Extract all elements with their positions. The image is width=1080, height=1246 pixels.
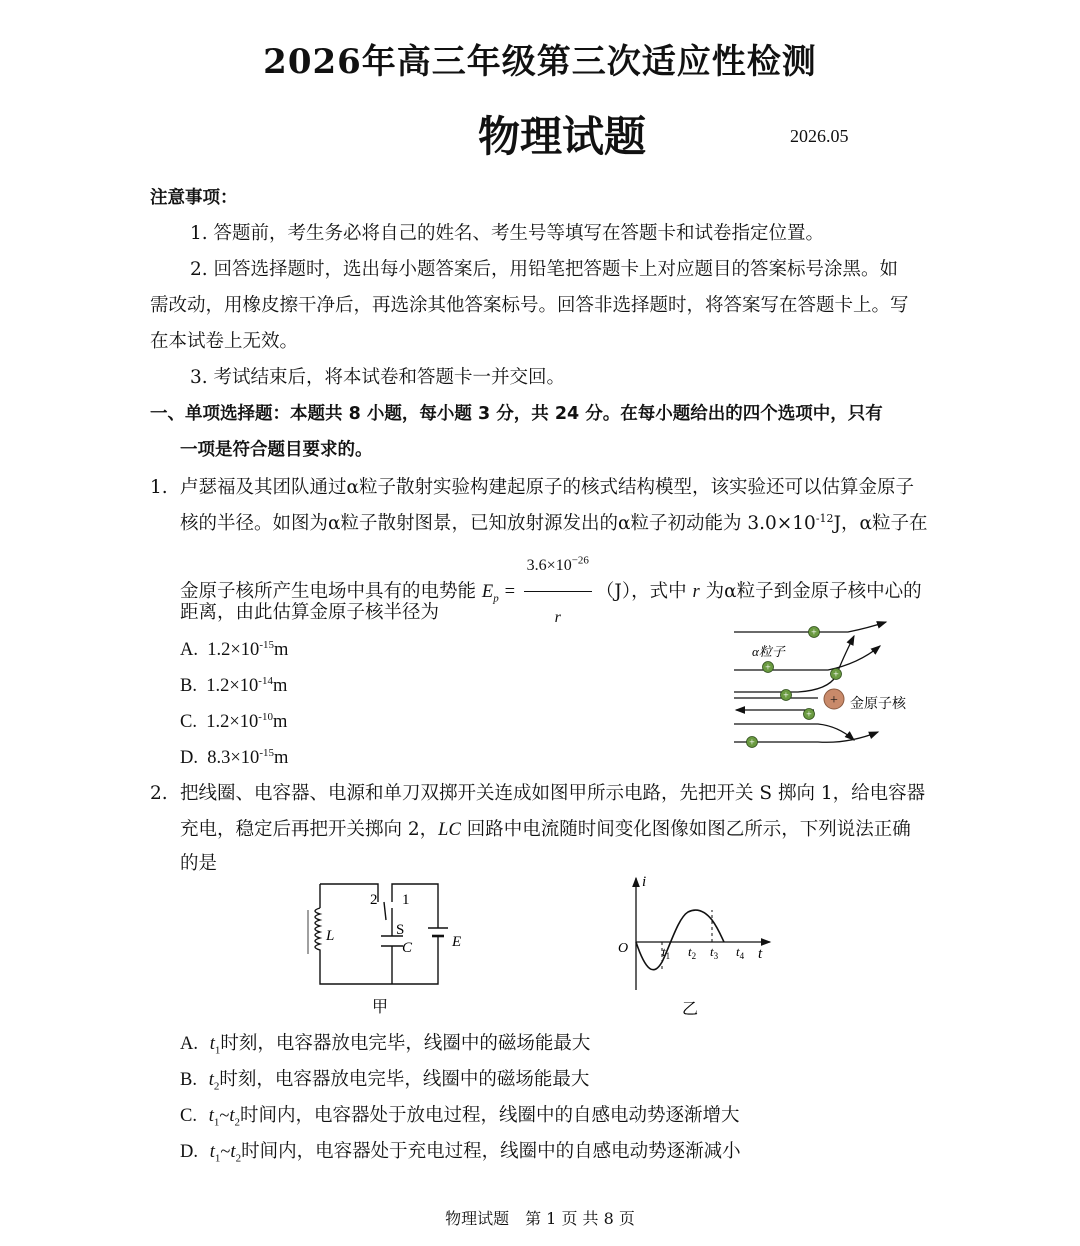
notice-item-2-line-2: 需改动，用橡皮擦干净后，再选涂其他答案标号。回答非选择题时，将答案写在答题卡上。写 (150, 295, 909, 316)
notice-item-1: 1. 答题前，考生务必将自己的姓名、考生号等填写在答题卡和试卷指定位置。 (190, 223, 825, 244)
page-footer: 物理试题 第 1 页 共 8 页 (445, 1209, 635, 1228)
notice-heading: 注意事项： (150, 188, 238, 208)
alpha-particle (831, 669, 842, 681)
q1-line-1: 卢瑟福及其团队通过α粒子散射实验构建起原子的核式结构模型，该实验还可以估算金原子 (180, 477, 914, 498)
nucleus-icon (824, 689, 844, 709)
q1-number: 1. (150, 477, 168, 498)
label-S: S (396, 922, 405, 938)
y-axis-label: i (642, 874, 647, 890)
alpha-scattering-figure (728, 612, 960, 760)
q2-option-d: D. $t_1\sim t_2$时间内，电容器处于充电过程，线圈中的自感电动势逐渐减小 (180, 1141, 741, 1165)
ep-fraction: $\frac{3.6\times 10^{-26}}{r}$ (524, 542, 592, 642)
alpha-particle (781, 690, 792, 702)
svg-text:+: + (830, 693, 838, 708)
notice-item-2-line-3: 在本试卷上无效。 (150, 331, 299, 352)
exam-date: 2026.05 (790, 126, 849, 146)
q1-line-3: 金原子核所产生电场中具有的电势能 $E_p$ = $\frac{3.6\times 10^{-26}}{r}$ （J），式中 r 为α粒子到金原子核中心的 (180, 542, 922, 642)
t3-label: $t_3$ (710, 944, 719, 961)
nucleus-label: 金原子核 (850, 697, 906, 712)
svg-text:+: + (765, 662, 771, 674)
svg-text:2: 2 (370, 892, 378, 908)
svg-text:1: 1 (402, 892, 410, 908)
x-axis-label: t (758, 946, 763, 962)
svg-text:+: + (783, 690, 789, 702)
q2-number: 2. (150, 783, 168, 804)
caption-jia: 甲 (372, 999, 389, 1016)
q1-option-b: B. $1.2\times 10^{-14}m$ (180, 674, 288, 696)
alpha-particle (763, 662, 774, 674)
switch-blade (384, 902, 386, 920)
section1-heading-line-1: 一、单项选择题：本题共 8 小题，每小题 3 分，共 24 分。在每小题给出的四个选项中，只有 (150, 404, 883, 424)
q2-option-c: C. $t_1\sim t_2$时间内，电容器处于放电过程，线圈中的自感电动势逐渐增大 (180, 1105, 740, 1129)
current-time-graph (612, 872, 782, 1022)
lc-circuit-figure (300, 876, 480, 1022)
q2-line-1: 把线圈、电容器、电源和单刀双掷开关连成如图甲所示电路，先把开关 S 掷向 1，给电容器 (180, 783, 926, 804)
t2-label: $t_2$ (688, 944, 697, 961)
t4-label: $t_4$ (736, 944, 745, 961)
alpha-particle (809, 627, 820, 639)
label-C: C (402, 940, 413, 956)
inductor-coil (315, 908, 320, 956)
notice-item-2-line-1: 2. 回答选择题时，选出每小题答案后，用铅笔把答题卡上对应题目的答案标号涂黑。如 (190, 259, 899, 280)
notice-item-3: 3. 考试结束后，将本试卷和答题卡一并交回。 (190, 367, 566, 388)
caption-yi: 乙 (682, 1001, 699, 1018)
svg-text:+: + (811, 627, 817, 639)
q1-option-a: A. $1.2\times 10^{-15}m$ (180, 638, 289, 660)
wire-bottom (320, 946, 438, 984)
svg-text:+: + (749, 737, 755, 749)
q1-option-c: C. $1.2\times 10^{-10}m$ (180, 710, 288, 732)
origin-label: O (618, 941, 629, 956)
alpha-particle (747, 737, 758, 749)
alpha-particle (804, 709, 815, 721)
current-curve (636, 910, 724, 970)
ep-symbol: $E_p$ (481, 582, 499, 605)
subject-title: 物理试题 (477, 112, 646, 161)
q1-line-2: 核的半径。如图为α粒子散射图景，已知放射源发出的α粒子初动能为 $3.0\times 10^{-12}J$，α粒子在 (180, 511, 928, 534)
q1-option-d: D. $8.3\times 10^{-15}m$ (180, 746, 289, 768)
svg-text:+: + (806, 709, 812, 721)
exam-title: 2026年高三年级第三次适应性检测 (263, 42, 817, 82)
section1-heading-line-2: 一项是符合题目要求的。 (180, 440, 373, 460)
q2-option-a: A. $t_1$时刻，电容器放电完毕，线圈中的磁场能最大 (180, 1033, 591, 1057)
alpha-label: α粒子 (752, 644, 785, 659)
label-E: E (452, 934, 462, 950)
q1-line-4: 距离，由此估算金原子核半径为 (180, 602, 440, 623)
svg-text:+: + (833, 669, 839, 681)
label-L: L (326, 928, 335, 944)
q2-line-3: 的是 (180, 853, 218, 874)
q2-option-b: B. $t_2$时刻，电容器放电完毕，线圈中的磁场能最大 (180, 1069, 590, 1093)
t1-label: $t_1$ (662, 944, 671, 961)
q2-line-2: 充电，稳定后再把开关掷向 2，LC 回路中电流随时间变化图像如图乙所示，下列说法正确 (180, 819, 911, 840)
